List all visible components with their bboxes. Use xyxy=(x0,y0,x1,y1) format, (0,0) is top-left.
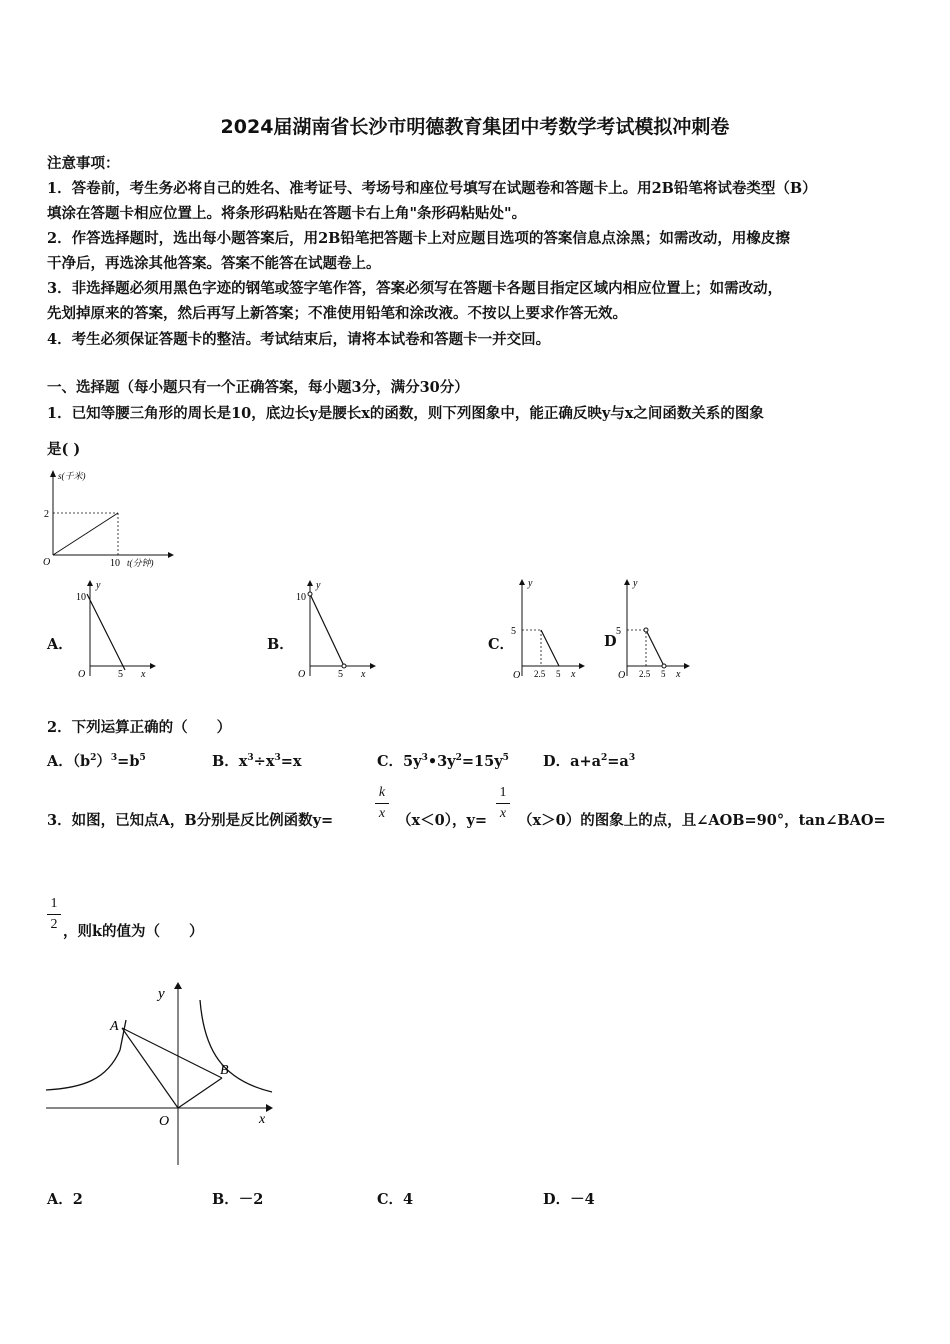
option-d-label[interactable]: D xyxy=(604,633,617,650)
notice-line: 填涂在答题卡相应位置上。将条形码粘贴在答题卡右上角"条形码粘贴处"。 xyxy=(47,205,527,222)
q2-option-b[interactable]: B．$x^3\div x^3=x$ xyxy=(212,753,302,770)
q2-option-c[interactable]: C．$5y^3•3y^2=15y^5$ xyxy=(377,753,509,770)
q1-stem: 1．已知等腰三角形的周长是10，底边长y是腰长x的函数，则下列图象中，能正确反映y与x之间函数关系的图象 xyxy=(47,405,764,422)
notice-line: 3．非选择题必须用黑色字迹的钢笔或签字笔作答，答案必须写在答题卡各题目指定区域内相应位置上；如需改动， xyxy=(47,280,783,297)
tick-label: 2.5 xyxy=(639,669,651,679)
fraction-1-over-2: 1 2 xyxy=(47,896,61,933)
origin-label: O xyxy=(78,669,86,680)
origin-label: O xyxy=(513,670,521,681)
x-axis-label: x xyxy=(676,669,681,680)
option-a-graph xyxy=(72,578,157,683)
notice-line: 2．作答选择题时，选出每小题答案后，用2B铅笔把答题卡上对应题目选项的答案信息点涂黑；如需改动，用橡皮擦 xyxy=(47,230,790,247)
option-c-label[interactable]: C． xyxy=(488,636,515,653)
origin-label: O xyxy=(618,670,626,681)
x-axis-label: x xyxy=(361,669,366,680)
tick-label: 5 xyxy=(118,669,123,680)
q1-reference-graph xyxy=(40,465,175,575)
point-a-label: A xyxy=(110,1019,119,1034)
tick-label: 5 xyxy=(616,626,621,637)
tick-label: 5 xyxy=(338,669,343,680)
tick-label: 5 xyxy=(556,669,561,679)
q2-option-a[interactable]: A．$(b^2)^3=b^5$ xyxy=(47,753,146,770)
notice-line: 4．考生必须保证答题卡的整洁。考试结束后，请将本试卷和答题卡一并交回。 xyxy=(47,331,551,348)
q1-stem-end: 是( ) xyxy=(47,441,81,458)
tick-label: 2 xyxy=(44,509,49,520)
fraction-k-over-x: k x xyxy=(375,785,389,822)
notice-line: 1．答卷前，考生务必将自己的姓名、准考证号、考场号和座位号填写在试题卷和答题卡上。用2B铅笔将试卷类型（B） xyxy=(47,180,817,197)
page-title: 2024届湖南省长沙市明德教育集团中考数学考试模拟冲刺卷 xyxy=(220,116,730,138)
option-b-graph xyxy=(292,578,377,683)
notice-line: 先划掉原来的答案，然后再写上新答案；不准使用铅笔和涂改液。不按以上要求作答无效。 xyxy=(47,305,627,322)
y-axis-label: y xyxy=(158,986,165,1002)
q3-stem-part4: ，则k的值为（ ） xyxy=(63,923,204,940)
tick-label: 10 xyxy=(76,592,86,603)
notice-heading: 注意事项： xyxy=(47,155,120,172)
option-c-graph xyxy=(507,574,587,684)
y-axis-label: y xyxy=(316,580,321,591)
point-b-label: B xyxy=(220,1063,229,1078)
option-a-label[interactable]: A． xyxy=(47,636,73,653)
tick-label: 10 xyxy=(110,558,120,569)
q3-figure xyxy=(42,980,277,1168)
q3-stem-part3: （x＞0）的图象上的点，且∠AOB=90°，tan∠BAO= xyxy=(518,812,886,829)
q3-option-d[interactable]: D．－4 xyxy=(543,1191,595,1208)
q3-option-b[interactable]: B．－2 xyxy=(212,1191,264,1208)
x-axis-label: x xyxy=(259,1112,266,1127)
x-axis-label: t(分钟) xyxy=(127,558,154,568)
x-axis-label: x xyxy=(141,669,146,680)
q3-stem-part1: 3．如图，已知点A，B分别是反比例函数y= xyxy=(47,812,334,829)
fraction-1-over-x: 1 x xyxy=(496,785,510,822)
origin-label: O xyxy=(159,1114,170,1129)
tick-label: 5 xyxy=(511,626,516,637)
y-axis-label: y xyxy=(96,580,101,591)
option-b-label[interactable]: B． xyxy=(267,636,294,653)
tick-label: 5 xyxy=(661,669,666,679)
q2-stem: 2．下列运算正确的（ ） xyxy=(47,719,232,736)
option-d-graph xyxy=(612,574,692,684)
q3-option-c[interactable]: C．4 xyxy=(377,1191,414,1208)
y-axis-label: y xyxy=(528,578,533,589)
q3-stem-part2: （x＜0），y= xyxy=(397,812,488,829)
q3-option-a[interactable]: A．2 xyxy=(47,1191,83,1208)
origin-label: O xyxy=(298,669,306,680)
section-heading: 一、选择题（每小题只有一个正确答案，每小题3分，满分30分） xyxy=(47,379,469,396)
tick-label: 2.5 xyxy=(534,669,546,679)
x-axis-label: x xyxy=(571,669,576,680)
origin-label: O xyxy=(43,557,51,568)
y-axis-label: y xyxy=(633,578,638,589)
notice-line: 干净后，再选涂其他答案。答案不能答在试题卷上。 xyxy=(47,255,381,272)
y-axis-label: s(千米) xyxy=(58,471,86,481)
q2-option-d[interactable]: D．$a+a^2=a^3$ xyxy=(543,753,636,770)
tick-label: 10 xyxy=(296,592,306,603)
